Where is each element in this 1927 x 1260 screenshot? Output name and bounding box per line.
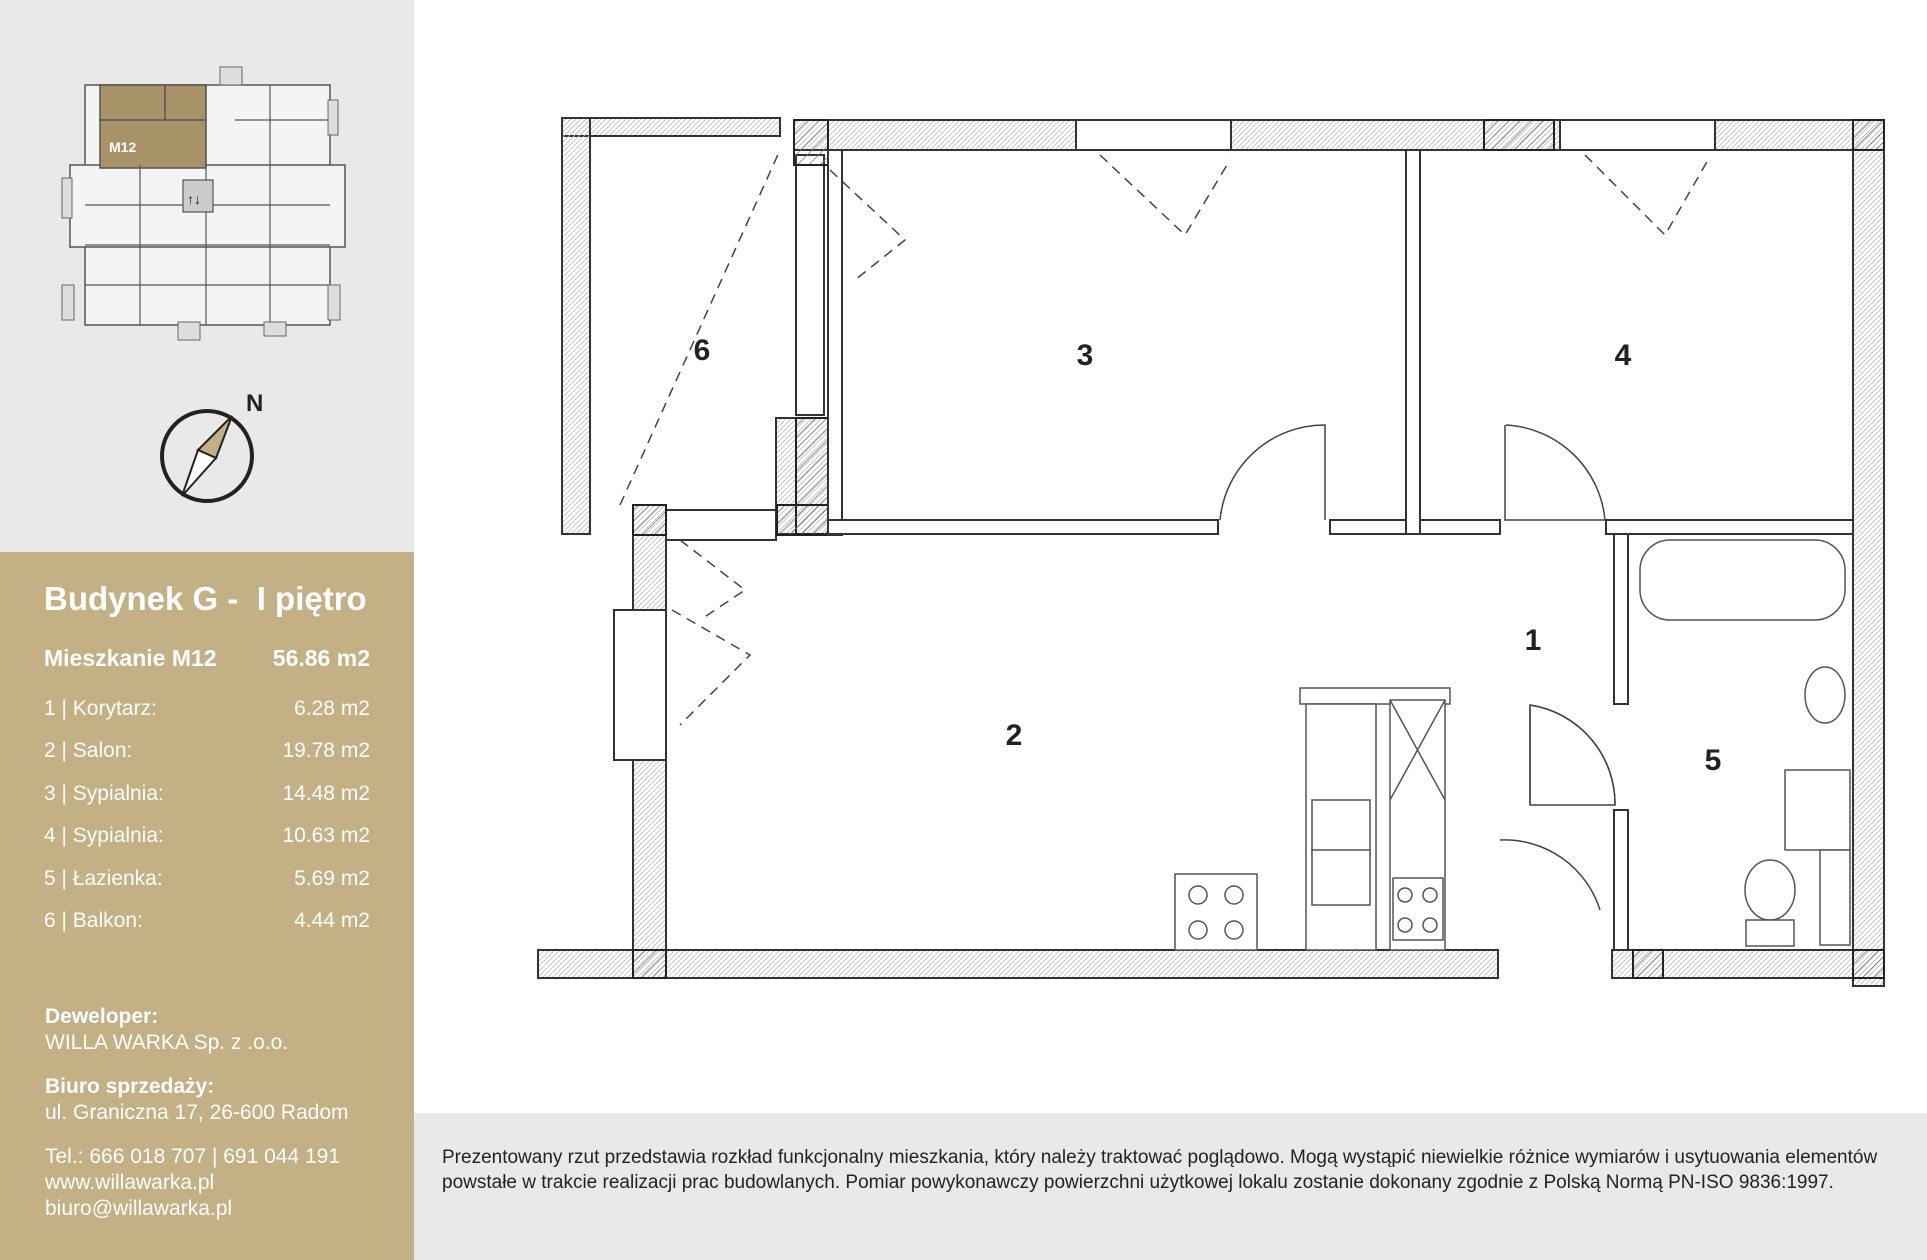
email-link[interactable]: biuro@willawarka.pl: [45, 1197, 233, 1220]
apartment-summary: [44, 645, 370, 672]
room-row: [44, 867, 370, 909]
developer-block: [45, 1004, 288, 1056]
unit-m12-highlight[interactable]: [100, 85, 206, 168]
room-area: 10.63 m2: [282, 824, 370, 848]
key-plan: [0, 0, 414, 552]
room-label-2: 2: [1005, 719, 1023, 752]
developer-heading: Deweloper:: [45, 1005, 159, 1028]
room-label-1: 1: [1524, 624, 1542, 657]
room-row: [44, 697, 370, 739]
compass: [162, 390, 263, 501]
room-name: 4 | Sypialnia:: [44, 824, 164, 848]
room-name: 1 | Korytarz:: [44, 697, 157, 720]
info-panel: [0, 552, 414, 1260]
svg-text:↑↓: ↑↓: [187, 191, 201, 207]
building-title: Budynek G - I piętro: [44, 580, 367, 617]
key-plan-unit-label: M12: [109, 139, 137, 155]
room-row: [44, 824, 370, 866]
key-plan-panel: [0, 0, 414, 552]
sales-office-address: ul. Graniczna 17, 26-600 Radom: [45, 1101, 349, 1124]
room-area: 4.44 m2: [294, 908, 370, 932]
sales-office-heading: Biuro sprzedaży:: [45, 1075, 215, 1098]
developer-name: WILLA WARKA Sp. z .o.o.: [45, 1031, 289, 1054]
room-label-4: 4: [1614, 339, 1632, 372]
website-link[interactable]: www.willawarka.pl: [45, 1171, 215, 1194]
sales-office-block: [45, 1074, 349, 1126]
compass-north-label: N: [246, 390, 264, 417]
phone-numbers[interactable]: Tel.: 666 018 707 | 691 044 191: [45, 1145, 341, 1168]
room-list: [44, 697, 370, 951]
room-name: 5 | Łazienka:: [44, 866, 163, 890]
room-area: 14.48 m2: [282, 781, 370, 805]
disclaimer-text: Prezentowany rzut przedstawia rozkład funkcjonalny mieszkania, który należy traktować poglądowo. Mogą wystąpić niewielkie różnice wymiarów i usytuowania elementów powstałe w trakcie realizacji prac budowlanych. Pomiar powykonawczy powierzchni użytkowej lokalu zostanie dokonany zgodnie z Polską Normą PN-ISO 9836:1997.: [442, 1147, 1878, 1193]
room-label-6: 6: [693, 334, 711, 367]
room-label-3: 3: [1076, 339, 1094, 372]
apartment-area: 56.86 m2: [272, 645, 370, 671]
room-name: 6 | Balkon:: [44, 908, 143, 932]
room-row: [44, 739, 370, 781]
room-area: 19.78 m2: [282, 739, 370, 763]
room-area: 5.69 m2: [294, 866, 370, 890]
room-area: 6.28 m2: [294, 697, 370, 720]
room-name: 2 | Salon:: [44, 739, 133, 763]
room-row: [44, 782, 370, 824]
apartment-label: Mieszkanie M12: [44, 645, 217, 671]
floor-plan-area: [414, 0, 1927, 1113]
room-label-5: 5: [1704, 744, 1722, 777]
floor-plan: [414, 0, 1927, 1113]
room-name: 3 | Sypialnia:: [44, 781, 164, 805]
disclaimer-panel: [414, 1113, 1927, 1260]
room-row: [44, 909, 370, 951]
contact-block: [45, 1144, 340, 1222]
